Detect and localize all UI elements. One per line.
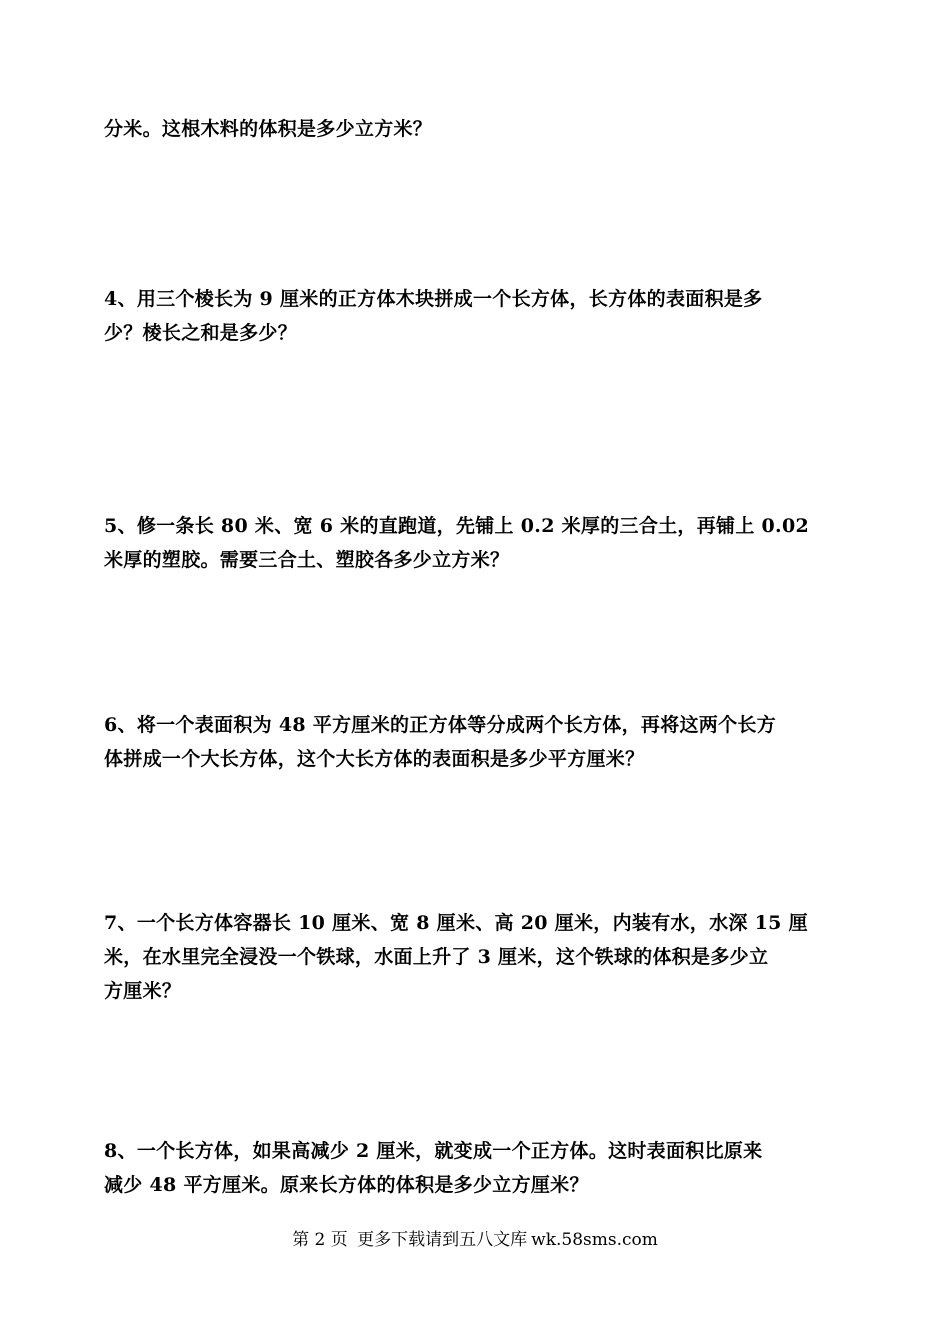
page-number: 第 2 页 [292,1230,348,1250]
question-8 [104,1134,849,1202]
question-line: 7、一个长方体容器长 10 厘米、宽 8 厘米、高 20 厘米，内装有水，水深 15 厘 [104,912,808,934]
site-link[interactable]: wk.58sms.com [531,1230,658,1250]
question-line: 分米。这根木料的体积是多少立方米？ [104,118,433,140]
question-line: 米厚的塑胶。需要三合土、塑胶各多少立方米？ [104,549,510,571]
question-line: 方厘米？ [104,980,182,1002]
question-line: 8、一个长方体，如果高减少 2 厘米，就变成一个正方体。这时表面积比原来 [104,1140,763,1162]
page-footer [0,1228,950,1252]
question-line: 米，在水里完全浸没一个铁球，水面上升了 3 厘米，这个铁球的体积是多少立 [104,946,769,968]
question-6 [104,708,849,776]
question-5 [104,509,849,577]
question-7 [104,906,849,1008]
question-3-continuation [104,112,849,146]
question-line: 6、将一个表面积为 48 平方厘米的正方体等分成两个长方体，再将这两个长方 [104,714,776,736]
question-line: 体拼成一个大长方体，这个大长方体的表面积是多少平方厘米？ [104,748,645,770]
question-line: 4、用三个棱长为 9 厘米的正方体木块拼成一个长方体，长方体的表面积是多 [104,288,763,310]
download-note: 更多下载请到五八文库 [357,1230,528,1250]
question-4 [104,282,849,350]
question-line: 减少 48 平方厘米。原来长方体的体积是多少立方厘米？ [104,1174,589,1196]
question-line: 5、修一条长 80 米、宽 6 米的直跑道，先铺上 0.2 米厚的三合土，再铺上 0.02 [104,515,810,537]
question-line: 少？棱长之和是多少？ [104,322,298,344]
